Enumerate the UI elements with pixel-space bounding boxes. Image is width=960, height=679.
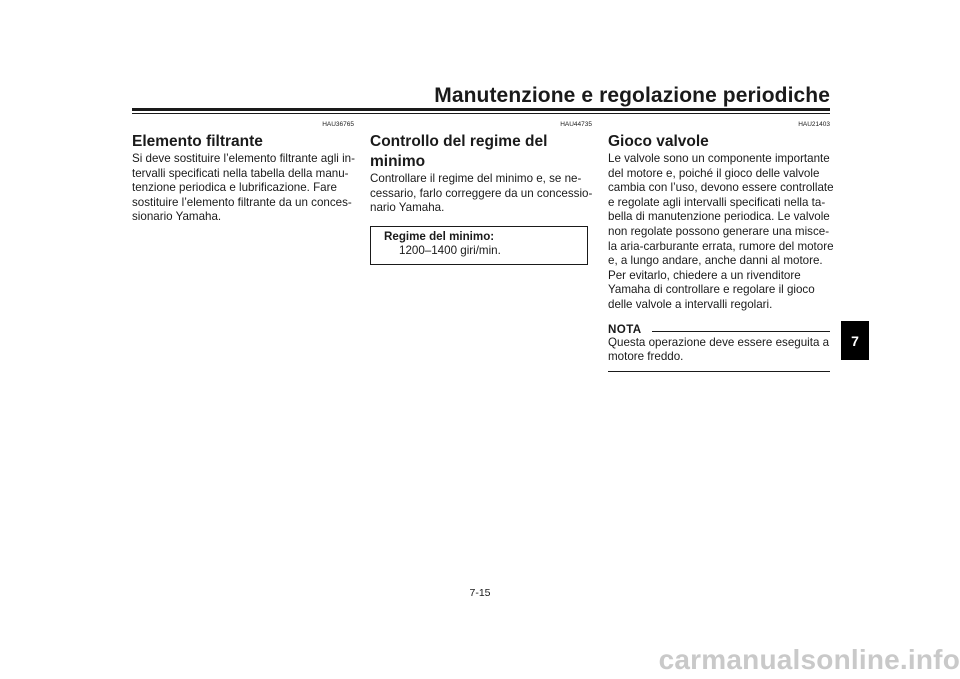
body-line: Si deve sostituire l’elemento filtrante agli in- — [132, 152, 355, 165]
section-code: HAU21403 — [798, 121, 830, 128]
header-rule-thin — [132, 113, 830, 114]
note-line: motore freddo. — [608, 350, 684, 364]
body-line: e, a lungo andare, anche danni al motore. — [608, 254, 823, 268]
header-rule — [132, 108, 830, 111]
spec-value: 1200–1400 giri/min. — [399, 243, 501, 257]
note-header — [608, 323, 830, 336]
body-line: non regolate possono generare una misce- — [608, 224, 830, 238]
spec-box — [370, 226, 588, 265]
body-line: cessario, farlo correggere da un concessio- — [370, 186, 593, 200]
note-bottom-rule — [608, 371, 830, 372]
section-code: HAU44735 — [560, 121, 592, 128]
section-code: HAU36765 — [322, 121, 354, 128]
section-elemento-filtrante — [132, 120, 354, 225]
body-line: tenzione periodica e lubrificazione. Fare — [132, 181, 337, 195]
note-label: NOTA — [608, 322, 642, 336]
section-title: Controllo del regime del minimo — [370, 133, 548, 170]
section-regime-minimo — [370, 120, 592, 265]
chapter-tab: 7 — [841, 321, 869, 360]
section-body — [370, 172, 592, 216]
section-gioco-valvole — [608, 120, 834, 372]
body-line: Yamaha di controllare e regolare il gioco — [608, 283, 815, 297]
body-line: cambia con l’uso, devono essere controllate — [608, 181, 834, 195]
section-body — [608, 152, 834, 313]
section-body — [132, 152, 354, 225]
section-title: Gioco valvole — [608, 133, 709, 150]
spec-label: Regime del minimo: — [384, 229, 495, 243]
body-line: la aria-carburante errata, rumore del motore — [608, 239, 834, 253]
section-title: Elemento filtrante — [132, 133, 263, 150]
page-title: Manutenzione e regolazione periodiche — [434, 84, 830, 107]
body-line: Per evitarlo, chiedere a un rivenditore — [608, 268, 801, 282]
watermark: carmanualsonline.info — [658, 644, 960, 675]
body-line: tervalli specificati nella tabella della manu- — [132, 166, 349, 180]
note-rule — [652, 331, 830, 332]
body-line: Le valvole sono un componente importante — [608, 152, 830, 165]
body-line: bella di manutenzione periodica. Le valvole — [608, 210, 830, 224]
body-line: sostituire l’elemento filtrante da un conces- — [132, 195, 352, 209]
body-line: sionario Yamaha. — [132, 210, 222, 224]
body-line: Controllare il regime del minimo e, se ne- — [370, 172, 582, 185]
note-line: Questa operazione deve essere eseguita a — [608, 335, 830, 349]
body-line: nario Yamaha. — [370, 201, 445, 215]
body-line: delle valvole a intervalli regolari. — [608, 297, 773, 311]
page-number: 7-15 — [469, 587, 491, 599]
body-line: del motore e, poiché il gioco delle valvole — [608, 166, 820, 180]
body-line: e regolate agli intervalli specificati nella ta- — [608, 195, 826, 209]
note-body — [608, 336, 830, 365]
